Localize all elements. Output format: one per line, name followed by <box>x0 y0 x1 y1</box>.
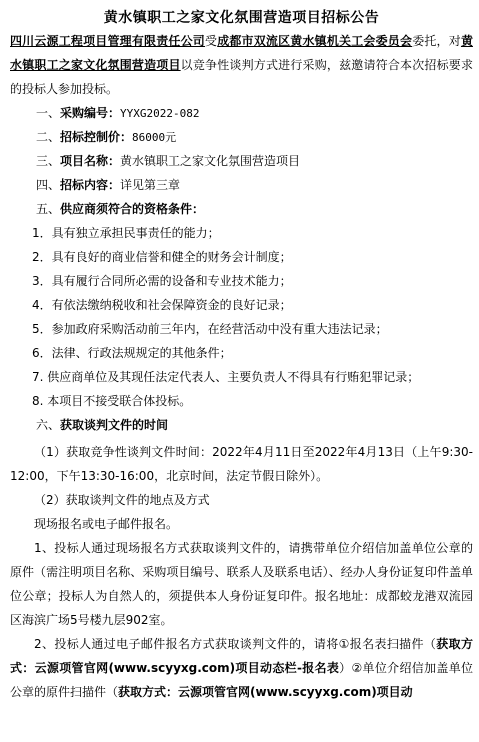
item-tender-content: 四、招标内容：详见第三章 <box>36 178 181 192</box>
registration-method: 现场报名或电子邮件报名。 <box>34 517 179 531</box>
item-procurement-number: 一、采购编号：YYXG2022-082 <box>36 106 200 120</box>
qualification-item: 4．有依法缴纳税收和社会保障资金的良好记录； <box>32 298 292 312</box>
project-name: 黄水镇职工之家文化氛围营造项目 <box>10 34 473 72</box>
agent-name: 四川云源工程项目管理有限责任公司 <box>10 34 205 48</box>
access-method-1: 获取方式：云源项管官网(www.scyyxg.com)项目动态栏-报名表 <box>10 637 473 675</box>
qualification-item: 3．具有履行合同所必需的设备和专业技术能力； <box>32 274 292 288</box>
onsite-registration-paragraph: 1、投标人通过现场报名方式获取谈判文件的，请携带单位介绍信加盖单位公章的原件（需注明项目名称、采购项目编号、联系人及联系电话）、经办人身份证复印件盖单位公章；投标人为自然人的，须提供本人身份证复印件。报名地址：成都蛟龙港双流园区海滨广场5号楼九层902室。 <box>10 541 473 627</box>
email-registration-paragraph: 2、投标人通过电子邮件报名方式获取谈判文件的，请将①报名表扫描件（获取方式：云源项管官网(www.scyyxg.com)项目动态栏-报名表）②单位介绍信加盖单位公章的原件扫描件（获取方式：云源项管官网(www.scyyxg.com)项目动 <box>10 637 473 699</box>
intro-text-1: 受 <box>205 34 218 48</box>
client-name: 成都市双流区黄水镇机关工会委员会 <box>217 34 413 48</box>
document-time-heading: 六、获取谈判文件的时间 <box>36 418 169 432</box>
intro-text-2: 委托，对 <box>412 34 461 48</box>
qualification-item: 5．参加政府采购活动前三年内，在经营活动中没有重大违法记录； <box>32 322 388 336</box>
item-project-name: 三、项目名称：黄水镇职工之家文化氛围营造项目 <box>36 154 301 168</box>
page-title: 黄水镇职工之家文化氛围营造项目招标公告 <box>103 10 380 26</box>
qualification-item: 6．法律、行政法规规定的其他条件； <box>32 346 232 360</box>
qualification-heading: 五、供应商须符合的资格条件： <box>36 202 205 216</box>
qualification-item: 7. 供应商单位及其现任法定代表人、主要负责人不得具有行贿犯罪记录； <box>32 370 420 384</box>
qualification-item: 8. 本项目不接受联合体投标。 <box>32 394 192 408</box>
location-method-heading: （2）获取谈判文件的地点及方式 <box>34 493 210 507</box>
item-control-price: 二、招标控制价：86000元 <box>36 130 177 144</box>
qualification-item: 1．具有独立承担民事责任的能力； <box>32 226 220 240</box>
intro-text-3: 以竞争性谈判方式进行采购，兹邀请符合本次招标要求的投标人参加投标。 <box>10 58 473 96</box>
document-time-paragraph: （1）获取竞争性谈判文件时间：2022年4月11日至2022年4月13日（上午9:30-12:00，下午13:30-16:00，北京时间，法定节假日除外）。 <box>10 445 473 483</box>
access-method-2: 获取方式：云源项管官网(www.scyyxg.com)项目动 <box>118 685 413 699</box>
qualification-item: 2．具有良好的商业信誉和健全的财务会计制度； <box>32 250 292 264</box>
intro-paragraph <box>10 29 473 101</box>
